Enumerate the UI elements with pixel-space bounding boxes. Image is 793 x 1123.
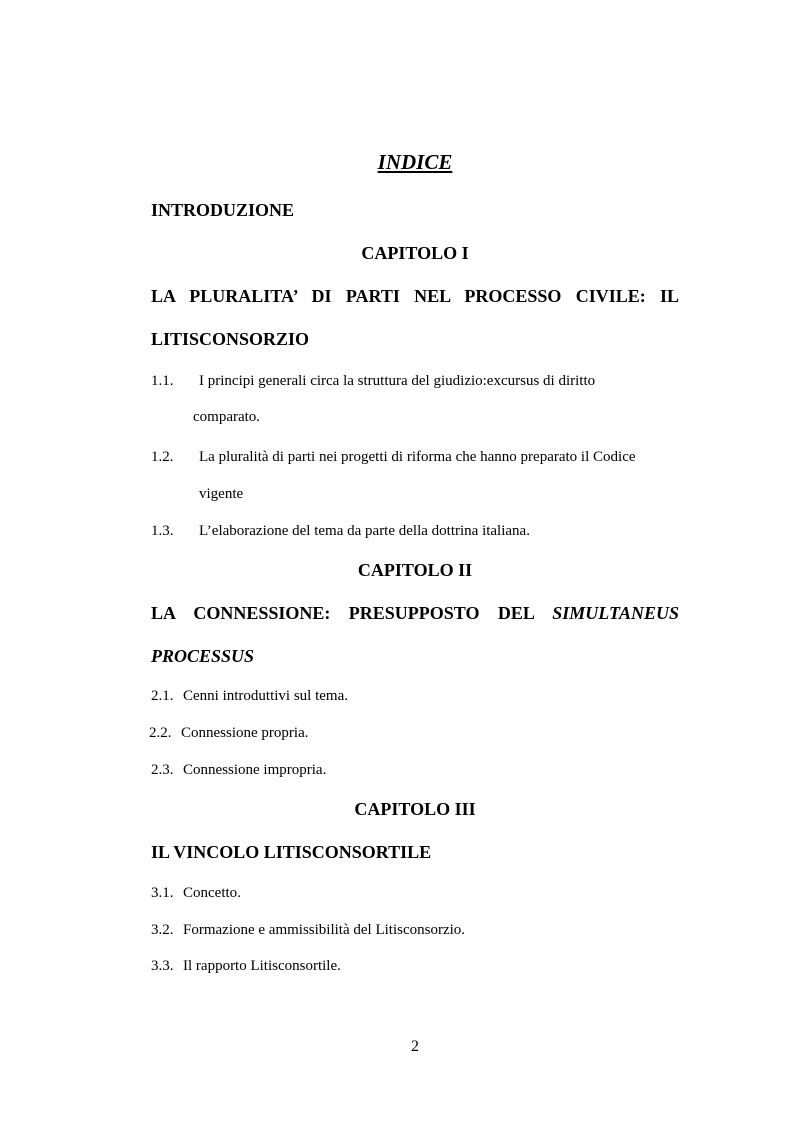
chapter-1-title-line2: LITISCONSORZIO xyxy=(151,329,310,349)
toc-item-1-1 xyxy=(151,373,595,390)
chapter-2-title-line2: PROCESSUS xyxy=(151,646,255,666)
toc-item-1-2-continued: vigente xyxy=(199,486,244,502)
toc-item-number: 2.3. xyxy=(151,762,174,778)
chapter-2-title-line1 xyxy=(151,603,679,624)
toc-item-number: 3.3. xyxy=(151,958,174,974)
page-number: 2 xyxy=(411,1038,419,1055)
toc-item-number: 1.1. xyxy=(151,373,174,389)
chapter-3-title: IL VINCOLO LITISCONSORTILE xyxy=(151,842,432,862)
toc-item-number: 2.1. xyxy=(151,688,174,704)
introduction-heading: INTRODUZIONE xyxy=(151,200,295,220)
toc-item-text: Cenni introduttivi sul tema. xyxy=(183,688,348,704)
toc-item-1-3 xyxy=(151,523,530,540)
toc-item-text: Concetto. xyxy=(183,885,241,901)
toc-item-number: 3.1. xyxy=(151,885,174,901)
chapter-1-title-line1: LA PLURALITA’ DI PARTI NEL PROCESSO CIVILE: IL xyxy=(151,286,679,306)
chapter-2-label: CAPITOLO II xyxy=(357,560,473,580)
toc-item-3-1 xyxy=(151,885,241,902)
toc-item-text: La pluralità di parti nei progetti di riforma che hanno preparato il Codice xyxy=(199,449,636,465)
toc-item-2-2 xyxy=(149,725,308,742)
toc-item-text: Formazione e ammissibilità del Litisconsorzio. xyxy=(183,922,466,938)
toc-item-number: 2.2. xyxy=(149,725,172,741)
toc-item-3-2 xyxy=(151,922,465,939)
toc-item-text: Il rapporto Litisconsortile. xyxy=(183,958,341,974)
toc-item-text: L’elaborazione del tema da parte della dottrina italiana. xyxy=(199,523,530,539)
chapter-2-title-italic: SIMULTANEUS xyxy=(552,603,679,623)
toc-item-2-1 xyxy=(151,688,348,705)
toc-item-1-2 xyxy=(151,449,636,466)
toc-item-2-3 xyxy=(151,762,326,779)
toc-item-text: Connessione impropria. xyxy=(183,762,327,778)
chapter-3-label: CAPITOLO III xyxy=(354,799,476,819)
chapter-1-label: CAPITOLO I xyxy=(361,243,469,263)
toc-item-number: 3.2. xyxy=(151,922,174,938)
toc-item-text: Connessione propria. xyxy=(181,725,309,741)
chapter-2-title-plain: LA CONNESSIONE: PRESUPPOSTO DEL xyxy=(151,603,534,623)
toc-item-number: 1.3. xyxy=(151,523,174,539)
toc-item-1-1-continued: comparato. xyxy=(193,409,261,425)
page-title: INDICE xyxy=(377,150,453,174)
toc-item-number: 1.2. xyxy=(151,449,174,465)
toc-item-text: I principi generali circa la struttura del giudizio:excursus di diritto xyxy=(199,373,596,389)
toc-item-3-3 xyxy=(151,958,341,975)
